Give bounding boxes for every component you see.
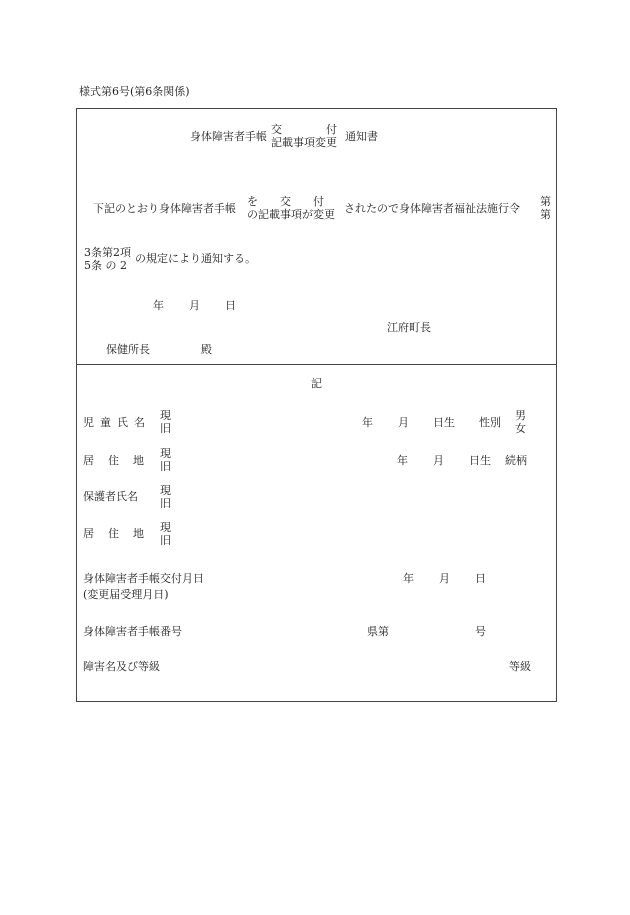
residence-current: 現	[160, 447, 171, 460]
issue-year: 年	[403, 572, 414, 585]
residence-label: 居住地	[83, 454, 158, 467]
disability-label: 障害名及び等級	[83, 660, 160, 673]
birth-month: 月	[398, 416, 409, 429]
notice-article-bottom: 5条 の 2	[84, 259, 127, 272]
notice-title-suffix: 通知書	[345, 130, 378, 143]
birth-day: 日生	[433, 416, 455, 429]
grade-suffix: 等級	[509, 660, 531, 673]
notice-honorific: 殿	[201, 343, 212, 356]
notice-sentence-end-bottom: 第	[540, 208, 551, 221]
birth-year: 年	[362, 416, 373, 429]
notice-recipient: 保健所長	[106, 343, 150, 356]
issue-day: 日	[475, 572, 486, 585]
relation-year: 年	[397, 454, 408, 467]
notice-issuer: 江府町長	[387, 321, 431, 334]
residence2-label: 居住地	[83, 527, 158, 540]
residence2-current-former	[160, 521, 171, 547]
residence2-current: 現	[160, 521, 171, 534]
notice-sentence-change: の記載事項が変更	[247, 208, 335, 221]
section-divider	[76, 364, 557, 365]
notice-date-day: 日	[225, 299, 236, 312]
sex-male: 男	[515, 409, 526, 422]
number-suffix: 号	[475, 625, 486, 638]
notice-sentence-end	[540, 195, 551, 221]
notice-sentence-middle: されたので身体障害者福祉法施行令	[344, 202, 520, 215]
child-name-current-former	[160, 409, 171, 435]
guardian-label: 保護者氏名	[83, 490, 138, 503]
guardian-current-former	[160, 484, 171, 510]
child-name-current: 現	[160, 409, 171, 422]
issue-date-label: 身体障害者手帳交付月日	[83, 572, 204, 585]
notice-sentence-prefix: 下記のとおり身体障害者手帳	[93, 202, 236, 215]
sex-female: 女	[515, 422, 526, 435]
relation-month: 月	[433, 454, 444, 467]
notice-sentence-options	[247, 195, 335, 221]
notice-title-prefix: 身体障害者手帳	[190, 130, 267, 143]
residence-former: 旧	[160, 460, 171, 473]
notice-title-issue: 交 付	[271, 123, 337, 136]
notice-title-change: 記載事項変更	[271, 136, 337, 149]
notice-sentence-end-top: 第	[540, 195, 551, 208]
details-heading: 記	[311, 377, 322, 390]
change-date-label: (変更届受理月日)	[83, 588, 169, 601]
notice-date-year: 年	[153, 299, 164, 312]
residence2-former: 旧	[160, 534, 171, 547]
sex-options	[515, 409, 526, 435]
relation-day: 日生	[469, 454, 491, 467]
notice-sentence-issue: を 交 付	[247, 195, 324, 208]
guardian-current: 現	[160, 484, 171, 497]
notice-article-top: 3条第2項	[84, 246, 131, 259]
notice-article-options	[84, 246, 131, 272]
issue-month: 月	[439, 572, 450, 585]
notice-article-suffix: の規定により通知する。	[135, 252, 256, 265]
relation-label: 続柄	[505, 454, 527, 467]
notice-date-month: 月	[189, 299, 200, 312]
number-label: 身体障害者手帳番号	[83, 625, 182, 638]
child-name-former: 旧	[160, 422, 171, 435]
child-name-label: 児童氏名	[83, 416, 151, 429]
form-id: 様式第6号(第6条関係)	[79, 85, 190, 98]
notice-title-options	[271, 123, 337, 149]
prefecture-no: 県第	[367, 625, 389, 638]
sex-label: 性別	[479, 416, 501, 429]
guardian-former: 旧	[160, 497, 171, 510]
residence-current-former	[160, 447, 171, 473]
